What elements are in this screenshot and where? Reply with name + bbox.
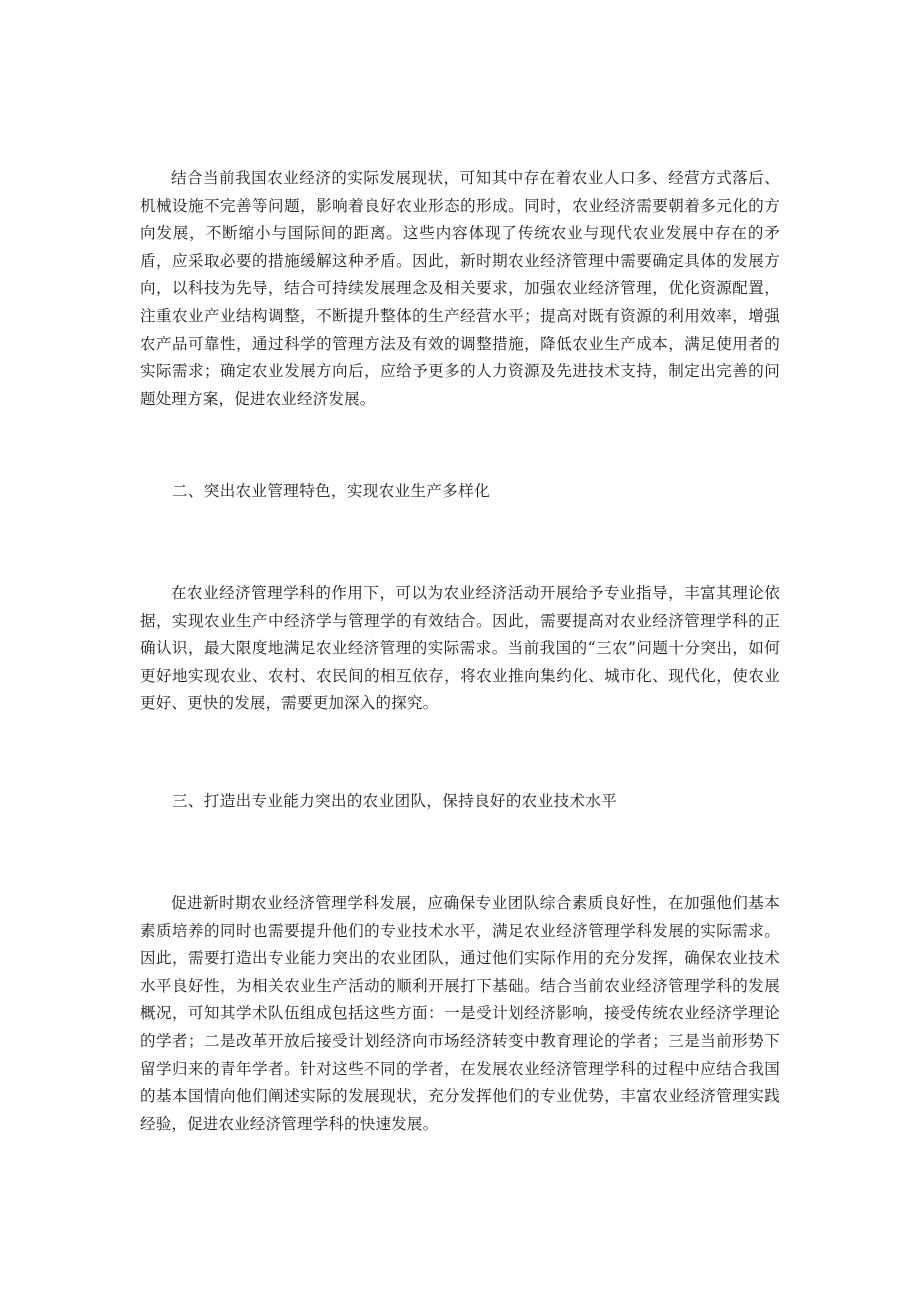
paragraph-agri-economy-status: 结合当前我国农业经济的实际发展现状，可知其中存在着农业人口多、经营方式落后、机械设施不完善等问题，影响着良好农业形态的形成。同时，农业经济需要朝着多元化的方向发展，不断缩小与国际间的距离。这些内容体现了传统农业与现代农业发展中存在的矛盾，应采取必要的措施缓解这种矛盾。因此，新时期农业经济管理中需要确定具体的发展方向，以科技为先导，结合可持续发展理念及相关要求，加强农业经济管理，优化资源配置，注重农业产业结构调整，不断提升整体的生产经营水平；提高对既有资源的利用效率，增强农产品可靠性，通过科学的管理方法及有效的调整措施，降低农业生产成本，满足使用者的实际需求；确定农业发展方向后，应给予更多的人力资源及先进技术支持，制定出完善的问题处理方案，促进农业经济发展。 [140,169,780,408]
paragraph-agri-management-discipline: 在农业经济管理学科的作用下，可以为农业经济活动开展给予专业指导，丰富其理论依据，实现农业生产中经济学与管理学的有效结合。因此，需要提高对农业经济管理学科的正确认识，最大限度地满足农业经济管理的实际需求。当前我国的“三农”问题十分突出，如何更好地实现农业、农村、农民间的相互依存，将农业推向集约化、城市化、现代化，使农业更好、更快的发展，需要更加深入的探究。 [140,584,780,713]
paragraph-professional-team: 促进新时期农业经济管理学科发展，应确保专业团队综合素质良好性，在加强他们基本素质培养的同时也需要提升他们的专业技术水平，满足农业经济管理学科发展的实际需求。因此，需要打造出专业能力突出的农业团队，通过他们实际作用的充分发挥，确保农业技术水平良好性，为相关农业生产活动的顺利开展打下基础。结合当前农业经济管理学科的发展概况，可知其学术队伍组成包括这些方面：一是受计划经济影响，接受传统农业经济学理论的学者；二是改革开放后接受计划经济向市场经济转变中教育理论的学者；三是当前形势下留学归来的青年学者。针对这些不同的学者，在发展农业经济管理学科的过程中应结合我国的基本国情向他们阐述实际的发展现状，充分发挥他们的专业优势，丰富农业经济管理实践经验，促进农业经济管理学科的快速发展。 [140,894,780,1133]
section-heading-2: 二、突出农业管理特色，实现农业生产多样化 [172,482,491,500]
section-heading-3: 三、打造出专业能力突出的农业团队，保持良好的农业技术水平 [172,792,618,810]
